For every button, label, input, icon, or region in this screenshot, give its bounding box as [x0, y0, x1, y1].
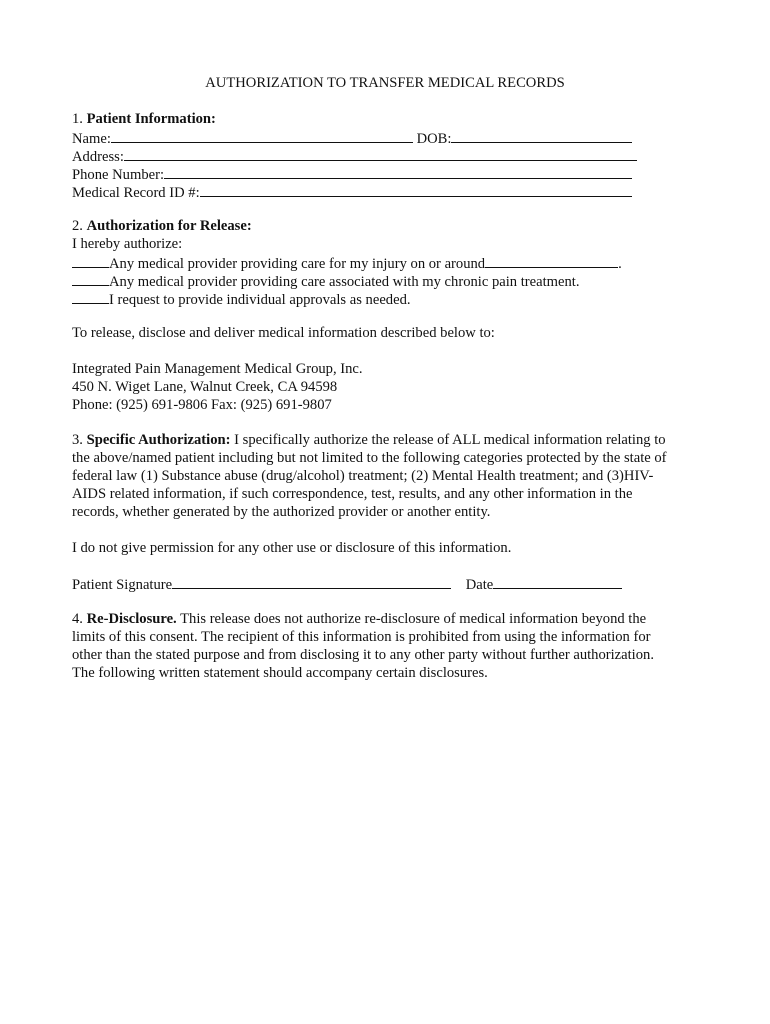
- option1-checkline[interactable]: [72, 253, 109, 268]
- signature-date-field[interactable]: [493, 574, 622, 589]
- section4-line1: [72, 610, 646, 628]
- section4-number: 4.: [72, 611, 87, 627]
- section3-heading-text: Specific Authorization:: [86, 432, 231, 448]
- option3-checkline[interactable]: [72, 289, 109, 304]
- section4-line2: limits of this consent. The recipient of this information is prohibited from using the information for: [72, 629, 651, 645]
- phone-field[interactable]: [164, 164, 632, 179]
- section3-line3: federal law (1) Substance abuse (drug/alcohol) treatment; (2) Mental Health treatment; and (3)HIV-: [72, 468, 654, 484]
- record-id-field[interactable]: [200, 182, 632, 197]
- section3-text1: I specifically authorize the release of ALL medical information relating to: [230, 432, 666, 448]
- option1-row: [72, 253, 622, 271]
- recipient-phone-fax: Phone: (925) 691-9806 Fax: (925) 691-9807: [72, 397, 332, 413]
- section3-line1: [72, 431, 666, 449]
- option1-text: Any medical provider providing care for my injury on or around: [109, 256, 486, 272]
- section4-line4: The following written statement should accompany certain disclosures.: [72, 665, 488, 681]
- name-field[interactable]: [111, 128, 413, 143]
- section4-heading-text: Re-Disclosure.: [86, 611, 177, 627]
- address-label: Address:: [72, 149, 124, 165]
- option1-end: .: [618, 256, 622, 272]
- section3-line4: AIDS related information, if such correspondence, test, results, and any other information in the: [72, 486, 633, 502]
- dob-label: DOB:: [416, 131, 452, 147]
- record-id-label: Medical Record ID #:: [72, 185, 200, 201]
- record-id-row: [72, 182, 632, 200]
- document-title: AUTHORIZATION TO TRANSFER MEDICAL RECORDS: [205, 75, 565, 91]
- option2-checkline[interactable]: [72, 271, 109, 286]
- option2-row: [72, 271, 580, 289]
- phone-label: Phone Number:: [72, 167, 165, 183]
- section2-number: 2.: [72, 218, 87, 234]
- option3-text: I request to provide individual approvals as needed.: [109, 292, 411, 308]
- section4-text1: This release does not authorize re-disclosure of medical information beyond the: [176, 611, 647, 627]
- section3-line5: records, whether generated by the authorized provider or another entity.: [72, 504, 491, 520]
- name-dob-row: [72, 128, 632, 146]
- release-to-text: To release, disclose and deliver medical information described below to:: [72, 325, 495, 341]
- no-permission-text: I do not give permission for any other use or disclosure of this information.: [72, 540, 512, 556]
- dob-field[interactable]: [451, 128, 632, 143]
- date-label: Date: [465, 577, 494, 593]
- signature-field[interactable]: [172, 574, 451, 589]
- section1-heading: [72, 110, 216, 128]
- authorize-intro: I hereby authorize:: [72, 236, 183, 252]
- section1-number: 1.: [72, 111, 87, 127]
- address-row: [72, 146, 637, 164]
- section3-line2: the above/named patient including but not limited to the following categories protected by the state of: [72, 450, 667, 466]
- phone-row: [72, 164, 632, 182]
- section3-number: 3.: [72, 432, 87, 448]
- option2-text: Any medical provider providing care associated with my chronic pain treatment.: [109, 274, 580, 290]
- recipient-name: Integrated Pain Management Medical Group, Inc.: [72, 361, 363, 377]
- option3-row: [72, 289, 411, 307]
- name-label: Name:: [72, 131, 111, 147]
- section1-heading-text: Patient Information:: [86, 111, 216, 127]
- section2-heading: [72, 217, 252, 235]
- injury-date-field[interactable]: [485, 253, 618, 268]
- recipient-address: 450 N. Wiget Lane, Walnut Creek, CA 94598: [72, 379, 338, 395]
- section2-heading-text: Authorization for Release:: [86, 218, 252, 234]
- address-field[interactable]: [124, 146, 637, 161]
- section4-line3: other than the stated purpose and from disclosing it to any other party without further authorization.: [72, 647, 654, 663]
- signature-row: [72, 574, 622, 592]
- signature-label: Patient Signature: [72, 577, 173, 593]
